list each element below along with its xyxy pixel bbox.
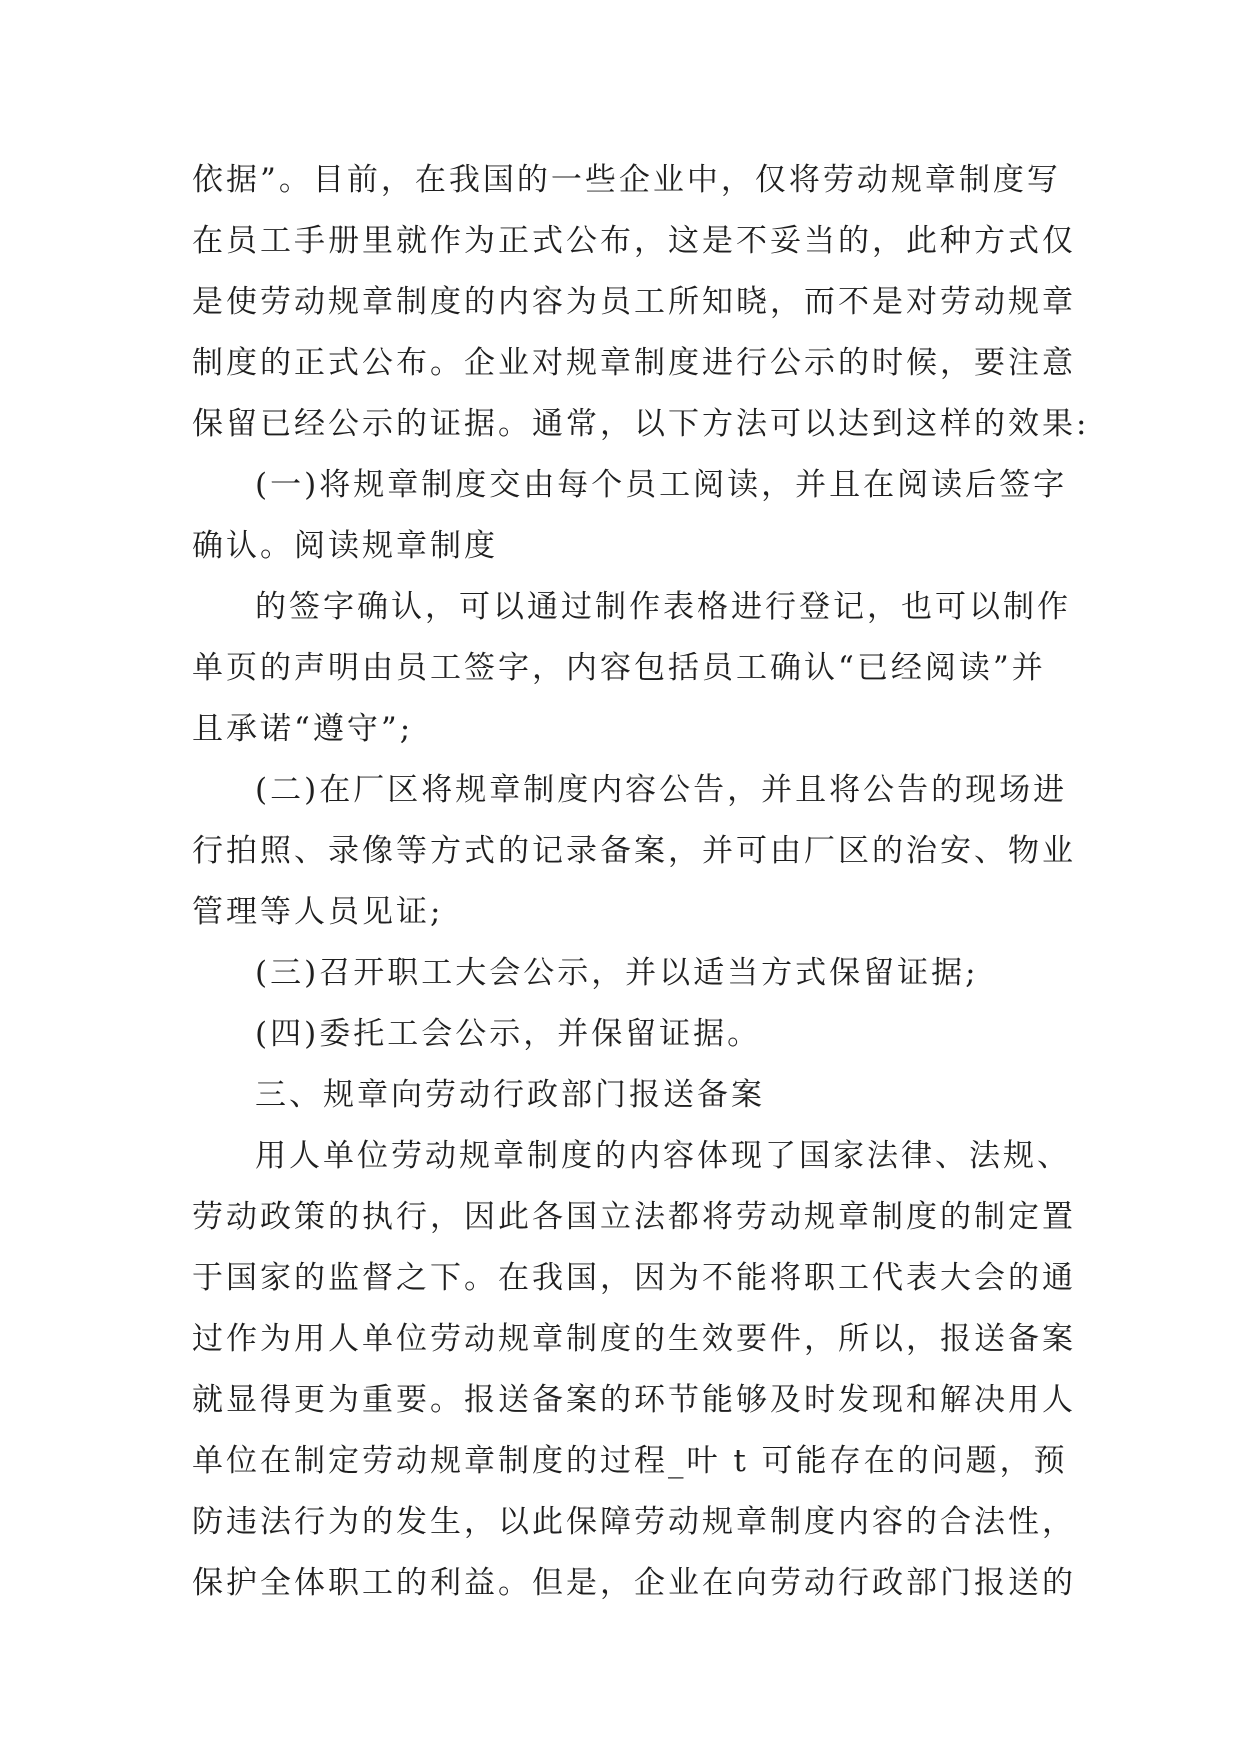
text-line: (三)召开职工大会公示，并以适当方式保留证据; [255,955,979,991]
text-line: 就显得更为重要。报送备案的环节能够及时发现和解决用人 [192,1382,1076,1418]
text-line: 是使劳动规章制度的内容为员工所知晓，而不是对劳动规章 [192,284,1076,320]
text-line: 劳动政策的执行，因此各国立法都将劳动规章制度的制定置 [192,1199,1076,1235]
text-line: 保留已经公示的证据。通常，以下方法可以达到这样的效果: [192,406,1090,442]
text-line: 过作为用人单位劳动规章制度的生效要件，所以，报送备案 [192,1321,1076,1357]
text-line: 的签字确认，可以通过制作表格进行登记，也可以制作 [255,589,1071,625]
text-line: 单页的声明由员工签字，内容包括员工确认“已经阅读”并 [192,650,1046,686]
text-line: 管理等人员见证; [192,894,444,930]
text-line: 确认。阅读规章制度 [192,528,498,564]
text-line: 单位在制定劳动规章制度的过程_叶 t 可能存在的问题，预 [192,1443,1068,1479]
text-line: 且承诺“遵守”; [192,711,414,747]
text-line: 用人单位劳动规章制度的内容体现了国家法律、法规、 [255,1138,1071,1174]
text-line: (二)在厂区将规章制度内容公告，并且将公告的现场进 [255,772,1068,808]
text-line: (一)将规章制度交由每个员工阅读，并且在阅读后签字 [255,467,1068,503]
text-line: 制度的正式公布。企业对规章制度进行公示的时候，要注意 [192,345,1076,381]
text-line: (四)委托工会公示，并保留证据。 [255,1016,762,1052]
text-line: 防违法行为的发生，以此保障劳动规章制度内容的合法性， [192,1504,1076,1540]
text-line: 行拍照、录像等方式的记录备案，并可由厂区的治安、物业 [192,833,1076,869]
text-line: 依据”。目前，在我国的一些企业中，仅将劳动规章制度写 [192,162,1061,198]
text-line: 保护全体职工的利益。但是，企业在向劳动行政部门报送的 [192,1565,1076,1601]
section-heading: 三、规章向劳动行政部门报送备案 [255,1077,765,1113]
text-line: 在员工手册里就作为正式公布，这是不妥当的，此种方式仅 [192,223,1076,259]
text-line: 于国家的监督之下。在我国，因为不能将职工代表大会的通 [192,1260,1076,1296]
